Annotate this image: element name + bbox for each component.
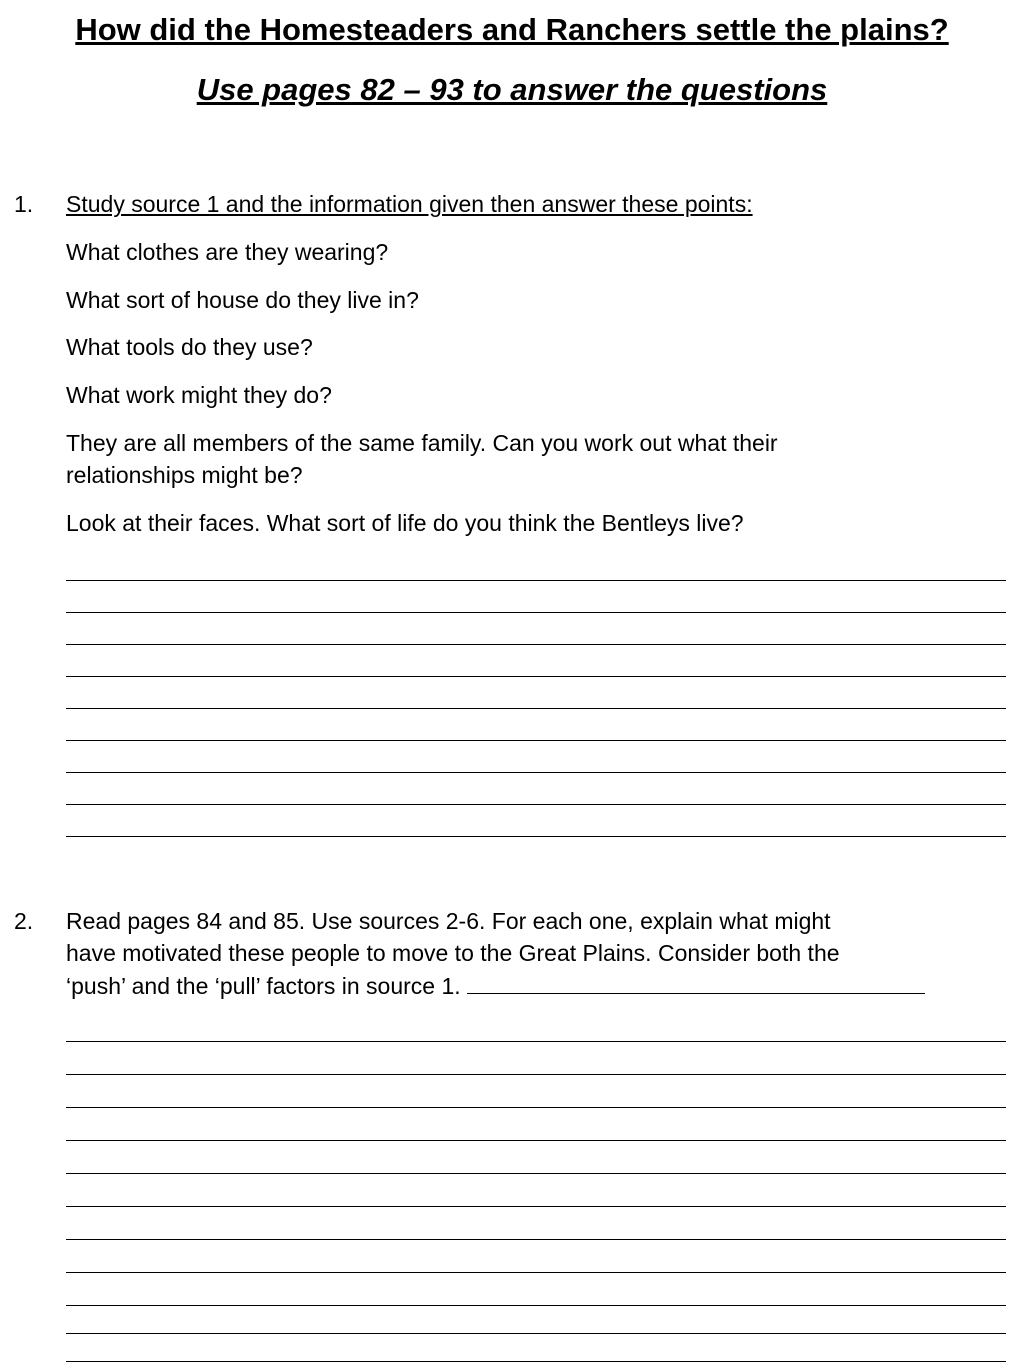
question-2-text-line-1: Read pages 84 and 85. Use sources 2-6. For each one, explain what might <box>66 908 831 934</box>
question-1-point-house: What sort of house do they live in? <box>66 287 419 313</box>
question-1-number: 1. <box>14 191 34 217</box>
question-1-point-tools: What tools do they use? <box>66 334 313 360</box>
answer-line[interactable] <box>66 1107 1006 1108</box>
question-1-instruction: Study source 1 and the information given then answer these points: <box>66 191 753 217</box>
answer-line[interactable] <box>66 740 1006 741</box>
question-2-text-line-2: have motivated these people to move to the Great Plains. Consider both the <box>66 940 840 966</box>
answer-line[interactable] <box>66 1305 1006 1306</box>
question-2-text-line-3-content: ‘push’ and the ‘pull’ factors in source 1. <box>66 973 461 999</box>
inline-answer-blank[interactable] <box>467 969 925 994</box>
question-2-text-line-3 <box>66 969 925 1002</box>
answer-line[interactable] <box>66 1206 1006 1207</box>
answer-line[interactable] <box>66 1074 1006 1075</box>
answer-line[interactable] <box>66 580 1006 581</box>
answer-line[interactable] <box>66 1333 1006 1334</box>
answer-line[interactable] <box>66 1173 1006 1174</box>
answer-line[interactable] <box>66 1361 1006 1362</box>
question-1-point-work: What work might they do? <box>66 382 332 408</box>
answer-line[interactable] <box>66 1239 1006 1240</box>
answer-line[interactable] <box>66 836 1006 837</box>
worksheet-subtitle: Use pages 82 – 93 to answer the questions <box>196 72 828 107</box>
worksheet-title: How did the Homesteaders and Ranchers settle the plains? <box>75 12 949 47</box>
answer-line[interactable] <box>66 708 1006 709</box>
question-1-point-relationships: relationships might be? <box>66 462 303 488</box>
question-2-number: 2. <box>14 908 34 934</box>
question-1-point-clothes: What clothes are they wearing? <box>66 239 389 265</box>
answer-line[interactable] <box>66 772 1006 773</box>
answer-line[interactable] <box>66 676 1006 677</box>
answer-line[interactable] <box>66 804 1006 805</box>
answer-line[interactable] <box>66 1041 1006 1042</box>
answer-line[interactable] <box>66 1140 1006 1141</box>
question-1-point-family: They are all members of the same family. Can you work out what their <box>66 430 778 456</box>
question-1-point-faces: Look at their faces. What sort of life do you think the Bentleys live? <box>66 510 744 536</box>
answer-line[interactable] <box>66 1272 1006 1273</box>
answer-line[interactable] <box>66 612 1006 613</box>
answer-line[interactable] <box>66 644 1006 645</box>
